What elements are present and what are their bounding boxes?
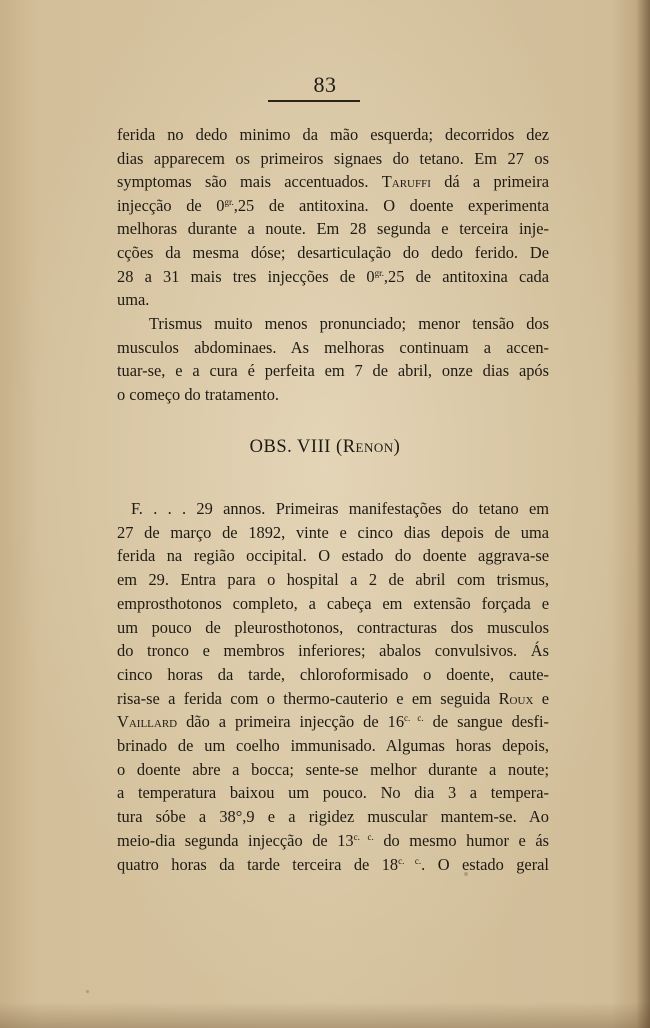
- text-line: symptomas são mais accentuados. Taruffi dá a primeira: [117, 172, 549, 192]
- text-line: cções da mesma dóse; desarticulação do dedo ferido. De: [117, 242, 549, 262]
- author-name: Taruffi: [381, 172, 431, 192]
- text-line: quatro horas da tarde terceira de $18^{c. c.}$. O estado geral: [117, 854, 549, 874]
- text-line: cinco horas da tarde, chloroformisado o doente, caute-: [117, 664, 549, 684]
- text-line: 28 a 31 mais tres injecções de $0^{gr.},25$ de antitoxina cada: [117, 266, 549, 286]
- text-line: do tronco e membros inferiores; abalos convulsivos. Ás: [117, 641, 549, 661]
- text-line: o doente abre a bocca; sente-se melhor durante a noute;: [117, 759, 549, 779]
- text-line: um pouco de pleurosthotonos, contracturas dos musculos: [117, 617, 549, 637]
- author-name: Renon: [342, 437, 394, 457]
- text-line: o começo do tratamento.: [117, 384, 280, 404]
- text-line: em 29. Entra para o hospital a 2 de abril com trismus,: [117, 570, 549, 590]
- paragraph-1: [117, 123, 549, 312]
- text-line: melhoras durante a noute. Em 28 segunda e terceira inje-: [117, 219, 549, 239]
- unit-superscript: c. c.: [353, 831, 374, 842]
- page-number: 83: [313, 72, 337, 97]
- text-line: tura sóbe a 38°,9 e a rigidez muscular mantem-se. Ao: [117, 807, 549, 827]
- paragraph-3: [117, 497, 549, 876]
- page-edge-shadow: [636, 0, 650, 1028]
- text-line: emprosthotonos completo, a cabeça em extensão forçada e: [117, 593, 549, 613]
- author-name: Roux: [498, 688, 534, 708]
- unit-superscript: gr.: [224, 196, 234, 207]
- paragraph-2: [117, 312, 549, 406]
- author-name: Vaillard: [117, 712, 178, 732]
- text-line: F. . . . 29 annos. Primeiras manifestações do tetano em: [131, 499, 549, 518]
- unit-superscript: gr.: [374, 267, 384, 278]
- text-line: dias apparecem os primeiros signaes do tetano. Em 27 os: [117, 148, 549, 168]
- text-line: brinado de um coelho immunisado. Algumas horas depois,: [117, 736, 549, 756]
- page-bottom-shadow: [0, 1002, 650, 1028]
- text-line: Vaillard dão a primeira injecção de $16^{c. c.}$ de sangue desfi-: [117, 712, 549, 732]
- unit-superscript: c. c.: [398, 855, 422, 866]
- text-line: musculos abdominaes. As melhoras continuam a accen-: [117, 337, 549, 357]
- text-line: meio-dia segunda injecção de $13^{c. c.}$ do mesmo humor e ás: [117, 830, 549, 850]
- paper-spot: [86, 990, 89, 993]
- text-line: injecção de $0^{gr.},25$ de antitoxina. O doente experimenta: [117, 195, 549, 215]
- text-line: a temperatura baixou um pouco. No dia 3 a tempera-: [117, 783, 549, 803]
- unit-superscript: c. c.: [404, 713, 424, 724]
- observation-heading: OBS. VIII (Renon): [249, 437, 401, 457]
- text-line: tuar-se, e a cura é perfeita em 7 de abril, onze dias após: [117, 361, 549, 381]
- text-line: ferida no dedo minimo da mão esquerda; decorridos dez: [117, 125, 549, 144]
- text-line: ferida na região occipital. O estado do doente aggrava-se: [117, 546, 549, 566]
- text-line: risa-se a ferida com o thermo-cauterio e em seguida Roux e: [117, 688, 549, 708]
- text-line: uma.: [117, 290, 150, 310]
- text-line: 27 de março de 1892, vinte e cinco dias depois de uma: [117, 522, 549, 542]
- header-rule: [268, 100, 360, 102]
- text-line: Trismus muito menos pronunciado; menor tensão dos: [149, 314, 549, 333]
